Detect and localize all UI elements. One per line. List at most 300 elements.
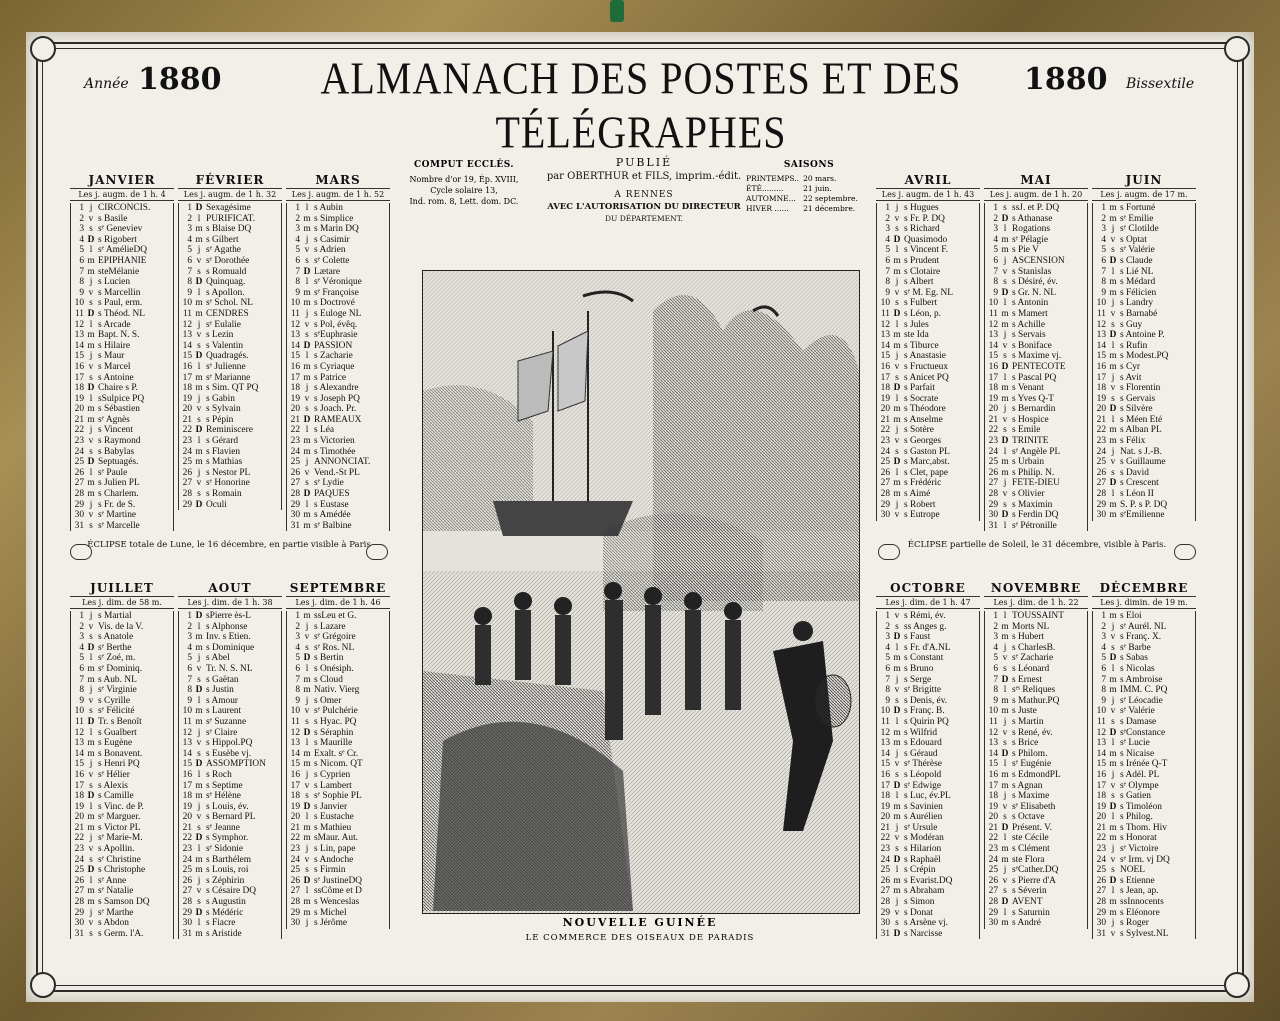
month-name: OCTOBRE <box>890 581 966 595</box>
day-number: 5 <box>993 245 998 256</box>
saint-name: sᵉ Lucie <box>1120 738 1150 749</box>
saint-name: s Ferdin DQ <box>1012 510 1059 521</box>
month-daylight-note: Les j. augm. de 1 h. 4 <box>70 188 174 201</box>
weekday-letter: D <box>893 780 901 791</box>
day-row <box>877 341 979 352</box>
weekday-letter: m <box>195 224 203 235</box>
weekday-letter: m <box>195 234 203 245</box>
weekday-letter: v <box>196 663 202 674</box>
day-row <box>71 404 173 415</box>
day-number: 22 <box>1096 833 1106 844</box>
day-number: 22 <box>182 425 192 436</box>
saint-name: s Adél. PL <box>1120 769 1160 780</box>
day-number: 8 <box>1101 277 1106 288</box>
day-row <box>71 918 173 929</box>
day-number: 3 <box>295 224 300 235</box>
day-row <box>179 320 281 331</box>
day-row <box>287 781 389 792</box>
saint-name: s Anselme <box>904 414 943 425</box>
weekday-letter: j <box>895 897 899 908</box>
weekday-letter: D <box>195 351 203 362</box>
weekday-letter: j <box>305 769 309 780</box>
saint-name: s Modéran <box>904 833 944 844</box>
day-row <box>179 823 281 834</box>
day-number: 29 <box>74 907 84 918</box>
saint-name: sᵉ Véronique <box>314 277 362 288</box>
saint-name: s Laurent <box>206 706 242 717</box>
day-row <box>179 622 281 633</box>
day-row <box>985 373 1087 384</box>
day-row <box>287 802 389 813</box>
saint-name: s Bernard PL <box>206 812 256 823</box>
day-number: 4 <box>885 642 890 653</box>
saint-name: sᵉ Félicité <box>98 706 135 717</box>
saint-name: sᵉ Aurél. NL <box>1120 621 1167 632</box>
authorization-text: AVEC L'AUTORISATION DU DIRECTEUR <box>547 202 741 212</box>
month-décembre <box>1092 580 1196 939</box>
saint-name: sᵉ Pulchérie <box>314 706 358 717</box>
day-row <box>179 383 281 394</box>
day-row <box>985 489 1087 500</box>
day-row <box>287 696 389 707</box>
day-number: 24 <box>74 854 84 865</box>
saint-name: s Juste <box>1012 706 1037 717</box>
saint-name: s Yves Q-T <box>1012 393 1054 404</box>
saint-name: s Vinc. de P. <box>98 801 144 812</box>
saint-name: s Quirin PQ <box>904 716 949 727</box>
weekday-letter: l <box>895 716 899 727</box>
day-number: 12 <box>988 319 998 330</box>
saint-name: s Lezin <box>206 330 234 341</box>
saint-name: s Blaise DQ <box>206 224 252 235</box>
weekday-letter: s <box>305 791 309 802</box>
weekday-letter: s <box>197 414 201 425</box>
month-avril <box>876 172 980 521</box>
day-number: 10 <box>1096 706 1106 717</box>
day-row <box>985 362 1087 373</box>
weekday-letter: m <box>195 457 203 468</box>
corner-ornament <box>30 36 56 62</box>
day-row <box>1093 929 1195 940</box>
month-octobre <box>876 580 980 939</box>
month-name: JUIN <box>1125 173 1163 187</box>
day-row <box>71 643 173 654</box>
day-row <box>71 500 173 511</box>
month-name: NOVEMBRE <box>990 581 1082 595</box>
weekday-letter: v <box>88 361 94 372</box>
day-number: 27 <box>880 478 890 489</box>
day-number: 26 <box>880 467 890 478</box>
day-row <box>287 833 389 844</box>
weekday-letter: m <box>1001 308 1009 319</box>
day-row <box>985 833 1087 844</box>
weekday-letter: m <box>303 287 311 298</box>
saint-name: sᵉˢ Reliques <box>1012 685 1056 696</box>
saint-name: s Wenceslas <box>314 897 360 908</box>
weekday-letter: j <box>1111 298 1115 309</box>
weekday-letter: s <box>305 404 309 415</box>
day-number: 6 <box>993 663 998 674</box>
day-row <box>1093 425 1195 436</box>
weekday-letter: m <box>195 854 203 865</box>
day-number: 25 <box>182 865 192 876</box>
weekday-letter: v <box>304 319 310 330</box>
weekday-letter: j <box>305 844 309 855</box>
day-row <box>1093 876 1195 887</box>
saint-name: s Barthélem <box>206 854 252 865</box>
saint-name: s Simon <box>904 897 935 908</box>
saint-name: s Eléonore <box>1120 907 1160 918</box>
illustration-title: NOUVELLE GUINÉE <box>562 916 718 929</box>
saint-name: s Casimir <box>314 234 350 245</box>
day-row <box>71 330 173 341</box>
saint-name: s Apollin. <box>98 844 135 855</box>
saint-name: s Timoléon <box>1120 801 1162 812</box>
weekday-letter: D <box>1001 674 1009 685</box>
day-number: 30 <box>74 918 84 929</box>
day-row <box>877 203 979 214</box>
saint-name: s Henri PQ <box>98 759 140 770</box>
weekday-letter: v <box>88 287 94 298</box>
day-row <box>71 770 173 781</box>
day-row <box>1093 844 1195 855</box>
weekday-letter: j <box>305 383 309 394</box>
weekday-letter: m <box>303 372 311 383</box>
weekday-letter: l <box>1003 372 1007 383</box>
day-row <box>1093 823 1195 834</box>
saint-name: sᵉ AmélieDQ <box>98 245 148 256</box>
weekday-letter: l <box>895 245 899 256</box>
saint-name: s Omer <box>314 695 342 706</box>
saint-name: s Mathieu <box>314 822 352 833</box>
month-juillet <box>70 580 174 939</box>
day-number: 23 <box>880 844 890 855</box>
day-list <box>876 611 980 939</box>
day-row <box>877 214 979 225</box>
day-row <box>985 214 1087 225</box>
weekday-letter: m <box>87 748 95 759</box>
saint-name: sᵉ Dorothée <box>206 255 250 266</box>
day-row <box>1093 288 1195 299</box>
day-row <box>877 833 979 844</box>
day-row <box>71 865 173 876</box>
weekday-letter: m <box>87 330 95 341</box>
weekday-letter: D <box>1001 436 1009 447</box>
day-row <box>985 478 1087 489</box>
day-row <box>985 897 1087 908</box>
day-number: 16 <box>182 769 192 780</box>
saint-name: s Cyrille <box>98 695 131 706</box>
day-row <box>287 521 389 532</box>
weekday-letter: m <box>1001 854 1009 865</box>
day-number: 31 <box>74 928 84 939</box>
day-row <box>877 812 979 823</box>
day-number: 21 <box>880 822 890 833</box>
day-row <box>179 298 281 309</box>
saint-name: s Aurélien <box>904 812 943 823</box>
weekday-letter: j <box>895 203 899 213</box>
day-number: 9 <box>79 695 84 706</box>
day-row <box>287 330 389 341</box>
almanac-sheet <box>26 32 1254 1002</box>
day-row <box>179 706 281 717</box>
day-row <box>985 781 1087 792</box>
day-number: 18 <box>74 383 84 394</box>
day-number: 4 <box>1101 234 1106 245</box>
day-row <box>877 288 979 299</box>
day-number: 2 <box>1101 621 1106 632</box>
day-row <box>985 865 1087 876</box>
day-number: 15 <box>182 351 192 362</box>
saint-name: s Joach. Pr. <box>314 404 357 415</box>
saint-name: sMaur. Aut. <box>314 833 359 844</box>
day-row <box>877 696 979 707</box>
saint-name: s Abraham <box>904 886 945 897</box>
day-row <box>287 865 389 876</box>
saint-name: sᵉ Virginie <box>98 685 137 696</box>
day-row <box>1093 277 1195 288</box>
day-row <box>1093 256 1195 267</box>
day-row <box>1093 664 1195 675</box>
day-number: 20 <box>988 404 998 415</box>
saint-name: s Marcellin <box>98 287 141 298</box>
day-number: 18 <box>1096 383 1106 394</box>
day-row <box>71 685 173 696</box>
saint-name: s Claude <box>1120 255 1153 266</box>
month-daylight-note: Les j. dimin. de 19 m. <box>1092 596 1196 609</box>
day-list <box>178 611 282 939</box>
weekday-letter: s <box>895 844 899 855</box>
day-row <box>877 404 979 415</box>
day-row <box>287 844 389 855</box>
weekday-letter: v <box>196 886 202 897</box>
saint-name: s Emile <box>1012 425 1041 436</box>
day-row <box>877 632 979 643</box>
saint-name: sᵉ Geneviev <box>98 224 143 235</box>
saint-name: s Damase <box>1120 716 1157 727</box>
year-left: 1880 <box>138 62 222 97</box>
weekday-letter: j <box>305 234 309 245</box>
day-row <box>985 653 1087 664</box>
saint-name: s Zéphirin <box>206 875 245 886</box>
day-number: 11 <box>988 308 998 319</box>
saint-name: FÊTE-DIEU <box>1012 478 1060 489</box>
day-row <box>71 447 173 458</box>
saint-name: s Franç. B. <box>904 706 945 717</box>
day-number: 16 <box>74 769 84 780</box>
weekday-letter: j <box>305 308 309 319</box>
weekday-letter: l <box>89 653 93 664</box>
day-row <box>1093 478 1195 489</box>
day-number: 31 <box>988 520 998 531</box>
weekday-letter: m <box>1109 907 1117 918</box>
day-row <box>1093 770 1195 781</box>
day-row <box>287 675 389 686</box>
saint-name: steMélanie <box>98 266 140 277</box>
day-row <box>1093 632 1195 643</box>
weekday-letter: j <box>1003 716 1007 727</box>
month-janvier <box>70 172 174 531</box>
saint-name: sᵉ Marthe <box>98 907 134 918</box>
saint-name: sᵉ Eulalie <box>206 319 241 330</box>
day-row <box>179 749 281 760</box>
day-number: 16 <box>1096 361 1106 372</box>
day-row <box>287 362 389 373</box>
day-row <box>71 510 173 521</box>
weekday-letter: l <box>89 245 93 256</box>
weekday-letter: v <box>1110 706 1116 717</box>
day-number: 4 <box>187 642 192 653</box>
day-number: 15 <box>988 351 998 362</box>
day-row <box>985 256 1087 267</box>
day-row <box>71 844 173 855</box>
day-number: 13 <box>74 738 84 749</box>
weekday-letter: D <box>303 414 311 425</box>
season-name: PRINTEMPS.. <box>746 174 800 183</box>
weekday-letter: m <box>195 632 203 643</box>
weekday-letter: m <box>87 897 95 908</box>
weekday-letter: v <box>1002 340 1008 351</box>
saint-name: sᵉ Brigitte <box>904 685 942 696</box>
day-row <box>71 886 173 897</box>
day-number: 14 <box>182 340 192 351</box>
weekday-letter: l <box>197 361 201 372</box>
day-number: 3 <box>187 632 192 643</box>
weekday-letter: v <box>1110 457 1116 468</box>
weekday-letter: v <box>304 780 310 791</box>
day-number: 25 <box>1096 865 1106 876</box>
weekday-letter: D <box>303 266 311 277</box>
day-row <box>179 918 281 929</box>
weekday-letter: s <box>197 674 201 685</box>
weekday-letter: D <box>1109 727 1117 738</box>
day-number: 9 <box>187 695 192 706</box>
day-row <box>287 706 389 717</box>
day-row <box>179 351 281 362</box>
day-row <box>287 288 389 299</box>
day-number: 26 <box>1096 467 1106 478</box>
day-row <box>179 781 281 792</box>
weekday-letter: j <box>89 833 93 844</box>
weekday-letter: m <box>893 489 901 500</box>
day-number: 18 <box>182 383 192 394</box>
month-name: FÉVRIER <box>195 173 265 187</box>
saint-name: sᵉ Paule <box>98 467 128 478</box>
weekday-letter: l <box>305 425 309 436</box>
day-number: 27 <box>290 478 300 489</box>
day-row <box>877 622 979 633</box>
saint-name: s Constant <box>904 653 944 664</box>
saint-name: Rogations <box>1012 224 1051 235</box>
saint-name: s Marc,abst. <box>904 457 950 468</box>
day-row <box>71 823 173 834</box>
saint-name: s Lambert <box>314 780 352 791</box>
weekday-letter: s <box>1003 351 1007 362</box>
day-number: 7 <box>295 674 300 685</box>
day-row <box>1093 404 1195 415</box>
day-row <box>71 235 173 246</box>
weekday-letter: m <box>195 865 203 876</box>
saint-name: s Gatien <box>1120 791 1151 802</box>
day-number: 5 <box>295 653 300 664</box>
saint-name: s Maurille <box>314 738 353 749</box>
day-number: 28 <box>290 489 300 500</box>
weekday-letter: s <box>1111 791 1115 802</box>
saint-name: s Donat <box>904 907 933 918</box>
saint-name: s Clotaire <box>904 266 941 277</box>
day-number: 19 <box>880 801 890 812</box>
day-row <box>71 478 173 489</box>
day-row <box>1093 362 1195 373</box>
day-row <box>71 320 173 331</box>
weekday-letter: j <box>895 674 899 685</box>
weekday-letter: l <box>1111 663 1115 674</box>
saint-name: CIRCONCIS. <box>98 203 151 213</box>
saint-name: IMM. C. PQ <box>1120 685 1168 696</box>
saint-name: s Agnan <box>1012 780 1043 791</box>
weekday-letter: j <box>197 727 201 738</box>
saint-name: s CharlesB. <box>1012 642 1056 653</box>
saint-name: sᵉ Pélagie <box>1012 234 1048 245</box>
day-row <box>1093 267 1195 278</box>
weekday-letter: l <box>305 886 309 897</box>
day-number: 19 <box>74 393 84 404</box>
day-row <box>287 267 389 278</box>
day-number: 30 <box>880 918 890 929</box>
saint-name: s Fr. de S. <box>98 499 136 510</box>
day-row <box>179 256 281 267</box>
weekday-letter: m <box>303 213 311 224</box>
saint-name: s Gaston PL <box>904 446 950 457</box>
day-number: 13 <box>290 738 300 749</box>
day-row <box>179 717 281 728</box>
day-number: 29 <box>182 499 192 510</box>
weekday-letter: l <box>89 393 93 404</box>
day-row <box>287 341 389 352</box>
day-row <box>71 224 173 235</box>
day-number: 23 <box>988 844 998 855</box>
weekday-letter: m <box>1109 351 1117 362</box>
weekday-letter: s <box>197 489 201 500</box>
saint-name: s Richard <box>904 224 940 235</box>
saint-name: s Germ. l'A. <box>98 928 144 939</box>
weekday-letter: v <box>1110 383 1116 394</box>
saint-name: s Valentin <box>206 340 244 351</box>
day-number: 14 <box>74 748 84 759</box>
saint-name: s Victor PL <box>98 822 141 833</box>
day-number: 20 <box>1096 404 1106 415</box>
day-row <box>179 791 281 802</box>
weekday-letter: m <box>87 414 95 425</box>
day-number: 13 <box>290 330 300 341</box>
day-row <box>877 267 979 278</box>
day-number: 13 <box>1096 330 1106 341</box>
weekday-letter: v <box>304 854 310 865</box>
day-number: 17 <box>290 372 300 383</box>
day-number: 5 <box>1101 245 1106 256</box>
day-number: 11 <box>1096 716 1106 727</box>
day-number: 8 <box>1101 685 1106 696</box>
day-number: 1 <box>187 611 192 621</box>
weekday-letter: j <box>89 277 93 288</box>
day-row <box>71 812 173 823</box>
weekday-letter: j <box>895 748 899 759</box>
day-number: 16 <box>182 361 192 372</box>
saint-name: sᵉ Marie-M. <box>98 833 143 844</box>
saint-name: s Evarist.DQ <box>904 875 953 886</box>
day-row <box>985 298 1087 309</box>
saint-name: s Eustase <box>314 499 349 510</box>
